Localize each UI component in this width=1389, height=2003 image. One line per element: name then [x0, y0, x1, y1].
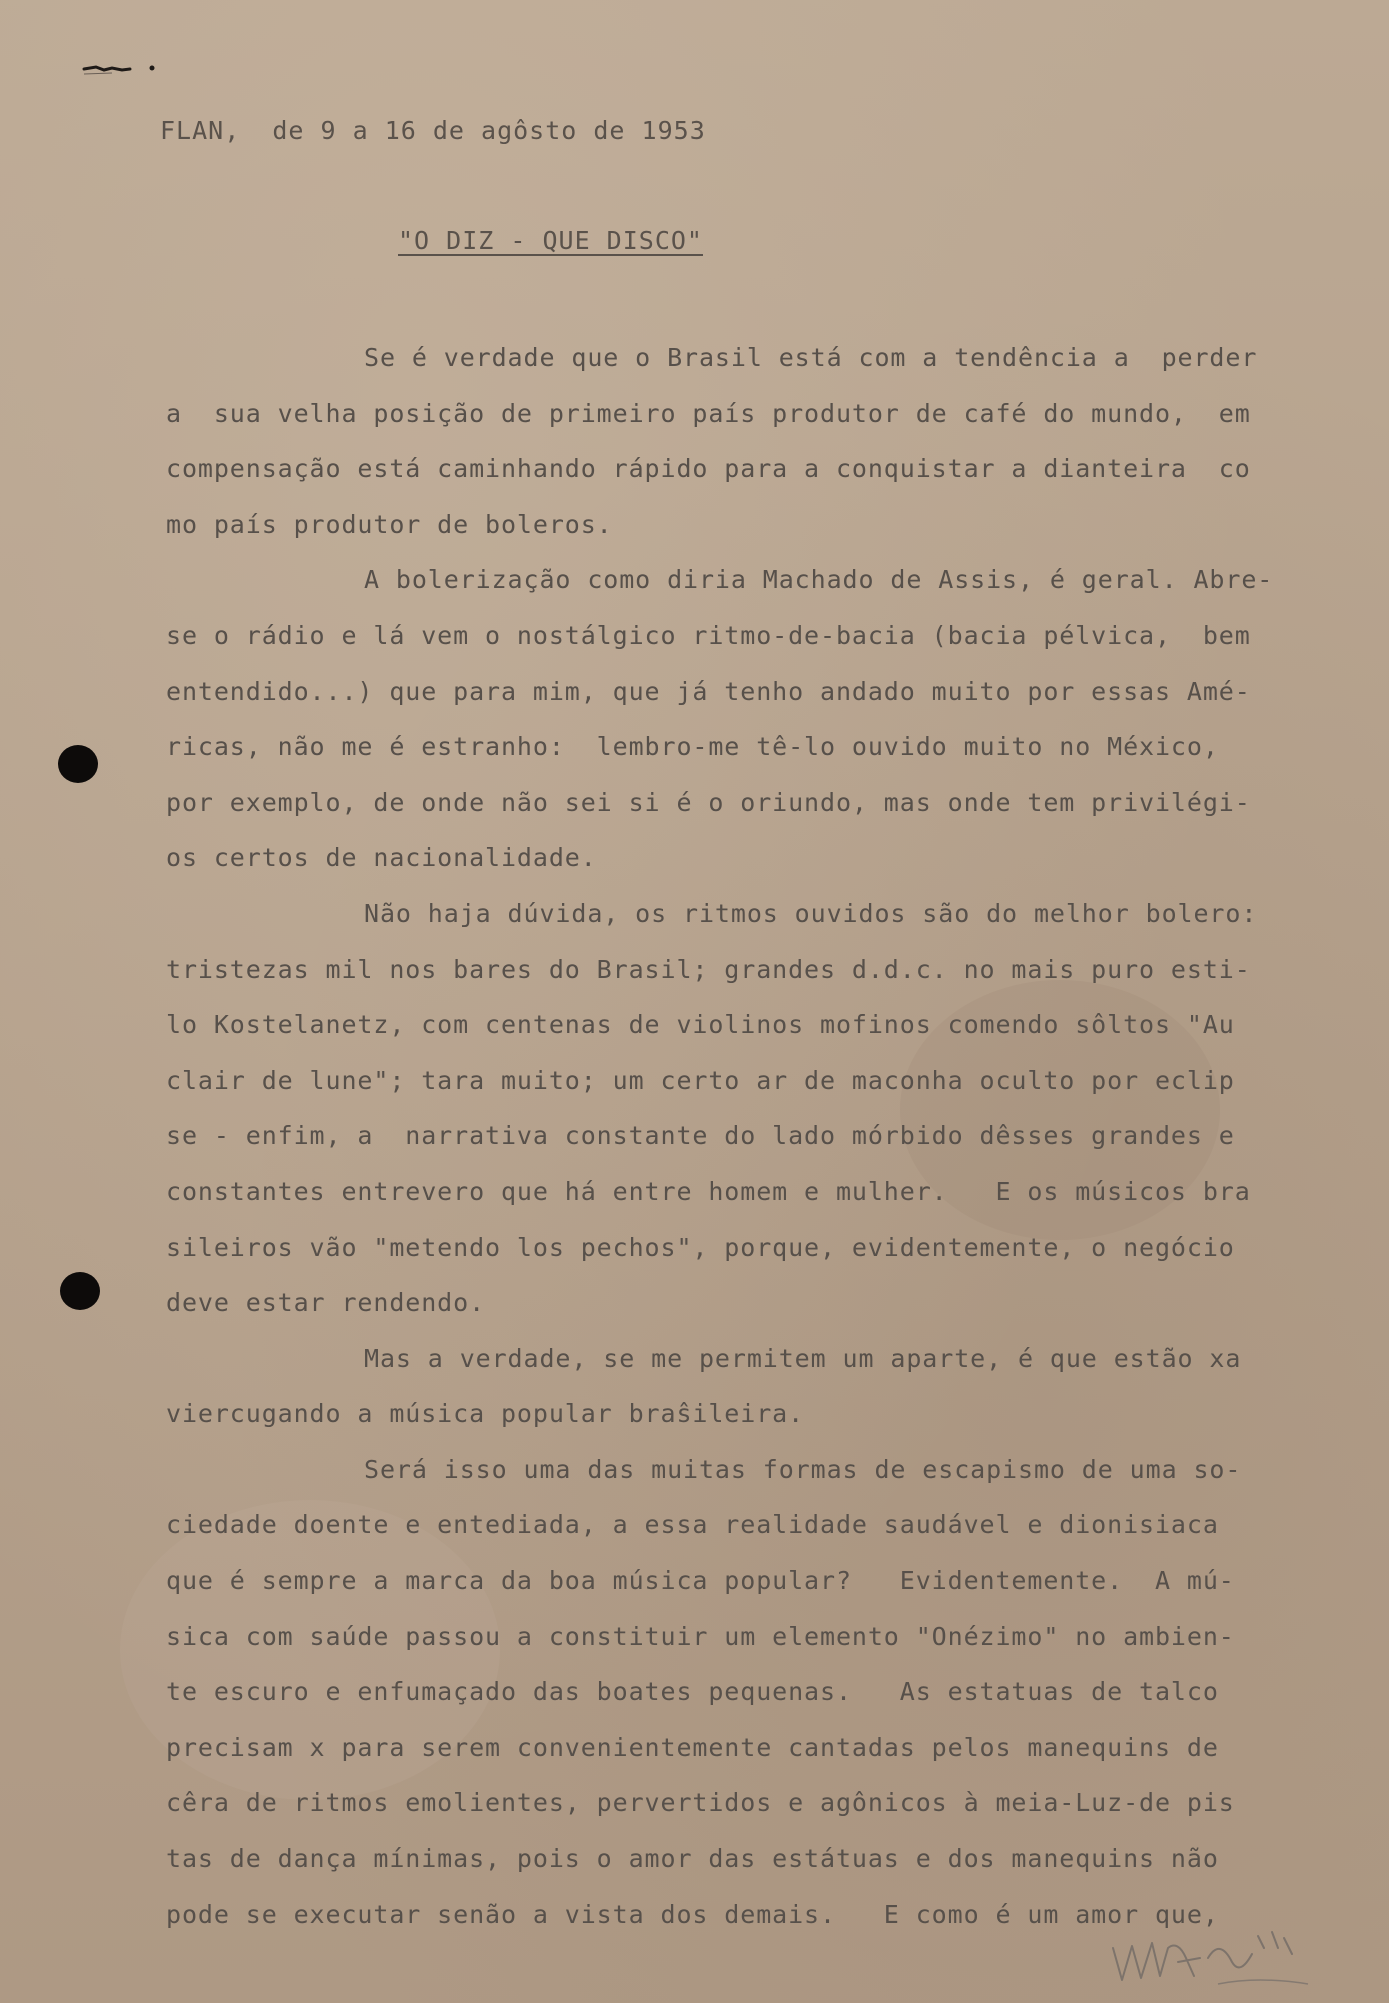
- text-line: compensação está caminhando rápido para a conquistar a dianteira co: [166, 454, 1251, 484]
- text-line: a sua velha posição de primeiro país produtor de café do mundo, em: [166, 398, 1251, 428]
- text-line: cêra de ritmos emolientes, pervertidos e agônicos à meia-Luz-de pis: [166, 1788, 1235, 1818]
- text-line: sica com saúde passou a constituir um elemento "Onézimo" no ambien-: [166, 1621, 1235, 1651]
- text-line: A bolerização como diria Machado de Assis, é geral. Abre-: [364, 565, 1274, 595]
- text-line: se - enfim, a narrativa constante do lado mórbido dêsses grandes e: [166, 1121, 1235, 1151]
- text-line: ciedade doente e entediada, a essa realidade saudável e dionisiaca: [166, 1510, 1219, 1540]
- text-line: tristezas mil nos bares do Brasil; grandes d.d.c. no mais puro esti-: [166, 954, 1251, 984]
- ink-mark-top: [82, 62, 162, 76]
- text-line: tas de dança mínimas, pois o amor das estátuas e dos manequins não: [166, 1844, 1219, 1874]
- text-line: pode se executar senão a vista dos demais. E como é um amor que,: [166, 1899, 1219, 1929]
- text-line: viercugando a música popular braŝileira.: [166, 1399, 805, 1429]
- text-line: deve estar rendendo.: [166, 1288, 486, 1318]
- text-line: precisam x para serem convenientemente cantadas pelos manequins de: [166, 1732, 1219, 1762]
- text-line: os certos de nacionalidade.: [166, 843, 597, 873]
- text-line: sileiros vão "metendo los pechos", porque, evidentemente, o negócio: [166, 1232, 1235, 1262]
- text-line: Mas a verdade, se me permitem um aparte, é que estão xa: [364, 1343, 1242, 1373]
- text-line: Não haja dúvida, os ritmos ouvidos são do melhor bolero:: [364, 898, 1258, 928]
- punch-hole: [58, 745, 98, 783]
- text-line: se o rádio e lá vem o nostálgico ritmo-de-bacia (bacia pélvica, bem: [166, 620, 1251, 650]
- text-line: te escuro e enfumaçado das boates pequenas. As estatuas de talco: [166, 1677, 1219, 1707]
- text-line: por exemplo, de onde não sei si é o oriundo, mas onde tem privilégi-: [166, 787, 1251, 817]
- text-line: Se é verdade que o Brasil está com a tendência a perder: [364, 343, 1258, 372]
- document-title: "O DIZ - QUE DISCO": [398, 226, 703, 255]
- text-line: entendido...) que para mim, que já tenho andado muito por essas Amé-: [166, 676, 1251, 706]
- punch-hole: [60, 1272, 100, 1310]
- handwritten-signature: [1108, 1918, 1348, 1998]
- text-line: constantes entrevero que há entre homem e mulher. E os músicos bra: [166, 1176, 1251, 1206]
- text-line: Será isso uma das muitas formas de escapismo de uma so-: [364, 1454, 1242, 1484]
- text-line: que é sempre a marca da boa música popular? Evidentemente. A mú-: [166, 1566, 1235, 1596]
- document-body: [166, 330, 1316, 1942]
- text-line: ricas, não me é estranho: lembro-me tê-lo ouvido muito no México,: [166, 732, 1219, 762]
- document-header: FLAN, de 9 a 16 de agôsto de 1953: [160, 116, 706, 145]
- text-line: clair de lune"; tara muito; um certo ar de maconha oculto por eclip: [166, 1065, 1235, 1095]
- text-line: mo país produtor de boleros.: [166, 509, 613, 539]
- text-line: lo Kostelanetz, com centenas de violinos mofinos comendo sôltos "Au: [166, 1010, 1235, 1040]
